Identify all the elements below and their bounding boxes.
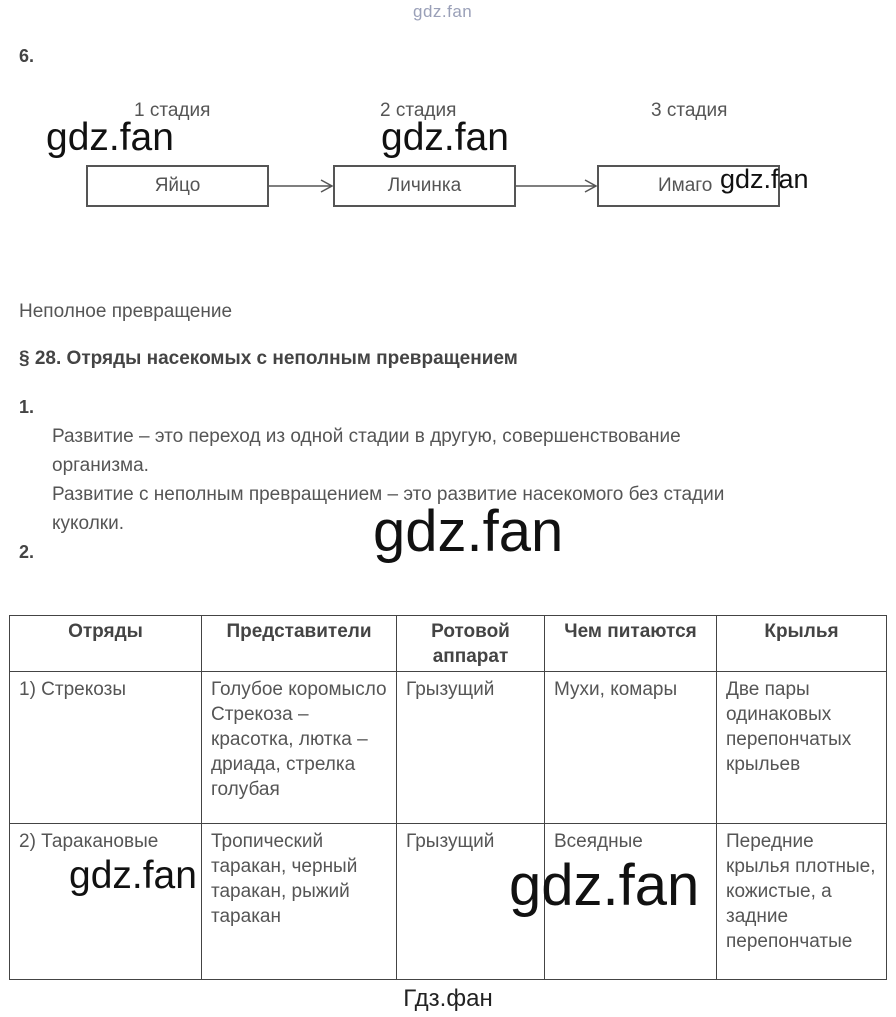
- task-number-1: 1.: [19, 397, 35, 417]
- table-cell: Передние крылья плотные, кожистые, а задние перепончатые: [717, 824, 887, 980]
- stage-box-egg-text: Яйцо: [154, 175, 201, 196]
- header-cell: Отряды: [10, 616, 202, 672]
- stage-box-larva-text: Личинка: [387, 175, 462, 196]
- table-cell: Грызущий: [397, 672, 545, 824]
- stage-box-egg: [86, 165, 269, 207]
- watermark: gdz.fan: [720, 164, 809, 194]
- watermark: gdz.fan: [381, 116, 509, 159]
- transformation-caption: Неполное превращение: [19, 301, 233, 322]
- stage-box-imago-text: Имаго: [658, 175, 713, 196]
- task-number-2: 2.: [19, 542, 35, 562]
- stage-label-1: 1 стадия: [134, 100, 211, 121]
- arrow-right-icon: [269, 176, 335, 196]
- arrow-right-icon: [516, 176, 599, 196]
- stage-label-2: 2 стадия: [380, 100, 457, 121]
- watermark: gdz.fan: [46, 116, 174, 159]
- stage-label-3: 3 стадия: [651, 100, 728, 121]
- definition-line: Развитие с неполным превращением – это развитие насекомого без стадии: [52, 484, 725, 505]
- table-row: [10, 824, 887, 980]
- header-cell: Крылья: [717, 616, 887, 672]
- table-cell: Две пары одинаковых перепончатых крыльев: [717, 672, 887, 824]
- header-cell: Представители: [202, 616, 397, 672]
- task-number-6: 6.: [19, 46, 35, 66]
- insect-orders-table: [9, 615, 887, 980]
- table-cell: 2) Таракановые: [10, 824, 202, 980]
- table-cell: 1) Стрекозы: [10, 672, 202, 824]
- table-cell: Мухи, комары: [545, 672, 717, 824]
- table-cell: Грызущий: [397, 824, 545, 980]
- table-header-row: [10, 616, 887, 672]
- table-cell: Тропический таракан, черный таракан, рыжий таракан: [202, 824, 397, 980]
- footer-site-name: Гдз.фан: [403, 985, 493, 1012]
- header-cell: Ротовой аппарат: [397, 616, 545, 672]
- watermark-top: gdz.fan: [413, 2, 473, 21]
- definition-line: Развитие – это переход из одной стадии в другую, совершенствование: [52, 426, 681, 447]
- section-heading: § 28. Отряды насекомых с неполным превращением: [19, 348, 518, 369]
- definition-line: куколки.: [52, 513, 124, 534]
- table-cell: Всеядные: [545, 824, 717, 980]
- stage-box-larva: [333, 165, 516, 207]
- watermark: gdz.fan: [373, 499, 564, 564]
- definition-line: организма.: [52, 455, 149, 476]
- header-cell: Чем питаются: [545, 616, 717, 672]
- table-row: [10, 672, 887, 824]
- watermark: gdz.fan: [69, 854, 197, 897]
- watermark: gdz.fan: [509, 853, 700, 918]
- table-cell: Голубое коромысло Стрекоза – красотка, лютка – дриада, стрелка голубая: [202, 672, 397, 824]
